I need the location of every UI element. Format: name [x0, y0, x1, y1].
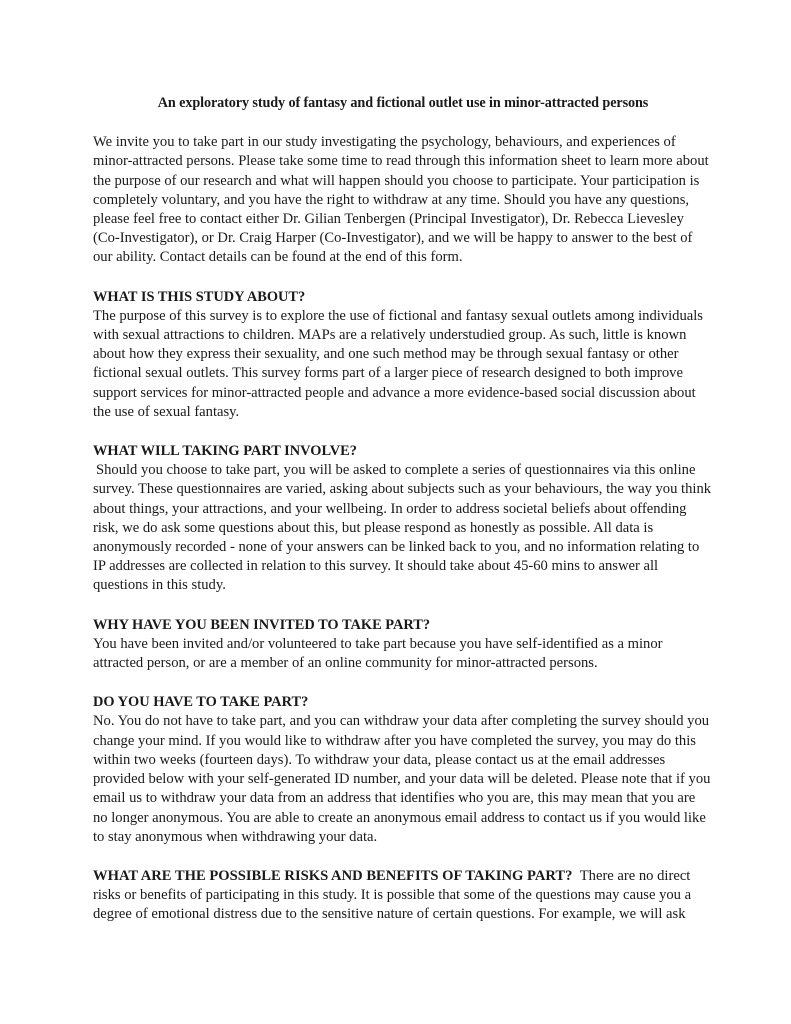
document-title: An exploratory study of fantasy and fictional outlet use in minor-attracted persons	[157, 95, 649, 111]
intro-paragraph: We invite you to take part in our study investigating the psychology, behaviours, and experiences of minor-attracted persons. Please take some time to read through this information sheet to learn more about the purpose of our research and what will happen should you choose to participate. Your participation is completely voluntary, and you have the right to withdraw at any time. Should you have any questions, please feel free to contact either Dr. Gilian Tenbergen (Principal Investigator), Dr. Rebecca Lievesley (Co-Investigator), or Dr. Craig Harper (Co-Investigator), and we will be happy to answer to the best of our ability. Contact details can be found at the end of this form.	[93, 134, 709, 266]
section-paragraph	[93, 867, 713, 925]
section-heading: DO YOU HAVE TO TAKE PART?	[93, 694, 309, 711]
section-risks-benefits	[93, 867, 713, 925]
section-body: The purpose of this survey is to explore the use of fictional and fantasy sexual outlets among individuals with sexual attractions to children. MAPs are a relatively understudied group. As such, little is known about how they express their sexuality, and one such method may be through sexual fantasy or other fictional sexual outlets. This survey forms part of a larger piece of research designed to both improve support services for minor-attracted people and advance a more evidence-based social discussion about the use of sexual fantasy.	[93, 307, 703, 420]
document-page	[93, 94, 713, 925]
section-heading: WHAT WILL TAKING PART INVOLVE?	[93, 443, 357, 460]
section-have-to-take-part	[93, 693, 713, 847]
section-heading: WHAT ARE THE POSSIBLE RISKS AND BENEFITS OF TAKING PART?	[93, 867, 573, 884]
section-why-invited	[93, 616, 713, 674]
section-body: Should you choose to take part, you will be asked to complete a series of questionnaires via this online survey. These questionnaires are varied, asking about subjects such as your behaviours, the way you think about things, your attractions, and your wellbeing. In order to address societal beliefs about offending risk, we do ask some questions about this, but please respond as honestly as possible. All data is anonymously recorded - none of your answers can be linked back to you, and no information relating to IP addresses are collected in relation to this survey. It should take about 45-60 mins to answer all questions in this study.	[93, 462, 712, 594]
section-taking-part-involve	[93, 442, 713, 596]
section-body: You have been invited and/or volunteered to take part because you have self-identified as a minor attracted person, or are a member of an online community for minor-attracted persons.	[93, 635, 663, 672]
section-body: There are no direct risks or benefits of participating in this study. It is possible that some of the questions may cause you a degree of emotional distress due to the sensitive nature of certain questions. For example, we will ask	[93, 867, 692, 923]
section-heading: WHAT IS THIS STUDY ABOUT?	[93, 288, 306, 305]
section-body: No. You do not have to take part, and you can withdraw your data after completing the survey should you change your mind. If you would like to withdraw after you have completed the survey, you may do this within two weeks (fourteen days). To withdraw your data, please contact us at the email addresses provided below with your self-generated ID number, and your data will be deleted. Please note that if you email us to withdraw your data from an address that identifies who you are, this may mean that you are no longer anonymous. You are able to create an anonymous email address to contact us if you would like to stay anonymous when withdrawing your data.	[93, 713, 711, 845]
section-study-about	[93, 288, 713, 422]
section-heading: WHY HAVE YOU BEEN INVITED TO TAKE PART?	[93, 616, 431, 633]
